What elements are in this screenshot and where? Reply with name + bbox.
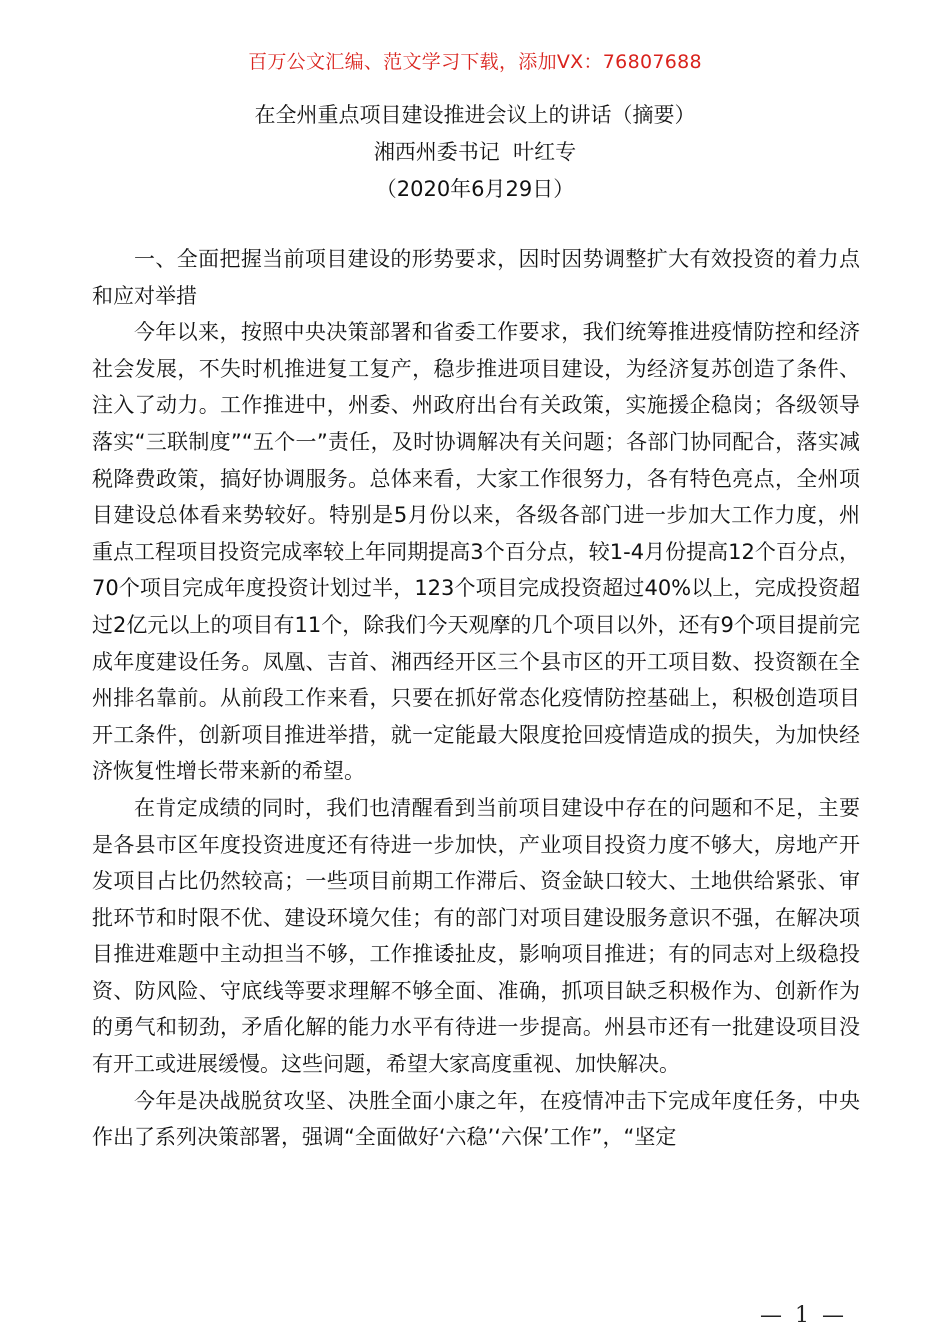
document-body — [92, 241, 860, 1156]
body-paragraph: 今年以来，按照中央决策部署和省委工作要求，我们统筹推进疫情防控和经济社会发展，不失时机推进复工复产，稳步推进项目建设，为经济复苏创造了条件、注入了动力。工作推进中，州委、州政府出台有关政策，实施援企稳岗；各级领导落实“三联制度”“五个一”责任，及时协调解决有关问题；各部门协同配合，落实减税降费政策，搞好协调服务。总体来看，大家工作很努力，各有特色亮点，全州项目建设总体看来势较好。特别是5月份以来，各级各部门进一步加大工作力度，州重点工程项目投资完成率较上年同期提高3个百分点，较1-4月份提高12个百分点，70个项目完成年度投资计划过半，123个项目完成投资超过40%以上，完成投资超过2亿元以上的项目有11个，除我们今天观摩的几个项目以外，还有9个项目提前完成年度建设任务。凤凰、吉首、湘西经开区三个县市区的开工项目数、投资额在全州排名靠前。从前段工作来看，只要在抓好常态化疫情防控基础上，积极创造项目开工条件，创新项目推进举措，就一定能最大限度抢回疫情造成的损失，为加快经济恢复性增长带来新的希望。 — [92, 320, 860, 784]
body-paragraph: 今年是决战脱贫攻坚、决胜全面小康之年，在疫情冲击下完成年度任务，中央作出了系列决策部署，强调“全面做好‘六稳’‘六保’工作”，“坚定 — [92, 1088, 860, 1150]
author-line: 湘西州委书记 叶红专 — [373, 140, 577, 164]
date-line: （2020年6月29日） — [375, 177, 575, 201]
body-paragraph: 在肯定成绩的同时，我们也清醒看到当前项目建设中存在的问题和不足，主要是各县市区年度投资进度还有待进一步加快，产业项目投资力度不够大，房地产开发项目占比仍然较高；一些项目前期工作滞后、资金缺口较大、土地供给紧张、审批环节和时限不优、建设环境欠佳；有的部门对项目建设服务意识不强，在解决项目推进难题中主动担当不够，工作推诿扯皮，影响项目推进；有的同志对上级稳投资、防风险、守底线等要求理解不够全面、准确，抓项目缺乏积极作为、创新作为的勇气和韧劲，矛盾化解的能力水平有待进一步提高。州县市还有一批建设项目没有开工或进展缓慢。这些问题，希望大家高度重视、加快解决。 — [92, 795, 860, 1077]
download-banner: 百万公文汇编、范文学习下载，添加VX：76807688 — [248, 51, 702, 73]
page-number: — 1 — — [760, 1303, 847, 1328]
title-block — [0, 97, 950, 208]
document-title: 在全州重点项目建设推进会议上的讲话（摘要） — [254, 103, 696, 127]
section-heading: 一、全面把握当前项目建设的形势要求，因时因势调整扩大有效投资的着力点和应对举措 — [92, 247, 860, 308]
